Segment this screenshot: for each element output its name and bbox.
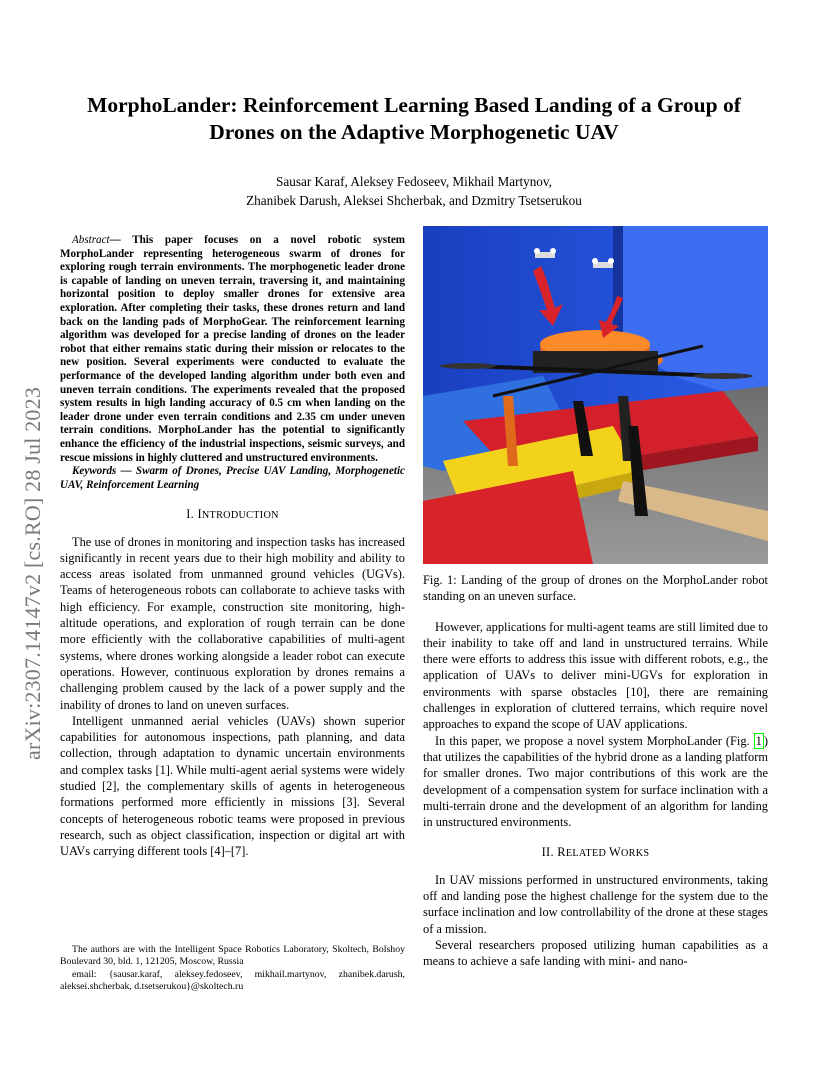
intro-paragraph-1: The use of drones in monitoring and inspection tasks has increased significantly in recent years due to their high mobility and ability to access areas isolated from unmanned ground vehicles (UGVs). Teams of heterogeneous robots can collaborate to achieve tasks with high efficiency. For example, construction site monitoring, high-altitude operations, and exploration of rough terrain can be done more efficiently with the collaborative capabilities of multi-agent systems, where drones working alongside a leader robot can execute operations. However, continuous exploration by drones remains a challenging problem caused by the lack of a power supply and the inability of drones to land on uneven surfaces.	[60, 534, 405, 712]
footnote-email: email: {sausar.karaf, aleksey.fedoseev, mikhail.martynov, zhanibek.darush, aleksei.shcherbak, d.tsetserukou}@skoltech.ru	[60, 968, 405, 993]
drone-scene-illustration	[423, 226, 768, 564]
keywords-label: Keywords	[72, 465, 117, 478]
arxiv-identifier: arXiv:2307.14147v2 [cs.RO] 28 Jul 2023	[20, 386, 45, 760]
intro-paragraph-2: Intelligent unmanned aerial vehicles (UAVs) shown superior capabilities for autonomous inspections, path planning, and data collection, through adaptation to dynamic uncertain environments and complex tasks [1]. While multi-agent aerial systems were widely studied [2], the complementary skills of agents in heterogeneous formations performed more efficiently in missions [3]. Several concepts of heterogeneous robotic teams were proposed in previous research, such as object classification, inspection or digital art with UAVs carrying different tools [4]–[7].	[60, 713, 405, 859]
page-title: MorphoLander: Reinforcement Learning Based Landing of a Group of Drones on the Adaptive Morphogenetic UAV	[87, 93, 741, 144]
abstract-text: — This paper focuses on a novel robotic system MorphoLander representing heterogeneous swarm of drones for exploring rough terrain environments. The morphogenetic leader drone is capable of landing on uneven terrain, traversing it, and maintaining horizontal position to deploy smaller drones for extensive area exploration. After completing their tasks, these drones return and land back on the landing pads of MorphoGear. The reinforcement learning algorithm was developed for a precise landing of drones on the leader robot that either remains static during their mission or relocates to the new position. Several experiments were conducted to evaluate the performance of the developed landing algorithm under both even and uneven terrain conditions. The experiments revealed that the proposed system results in high landing accuracy of 0.5 cm when landing on the leader drone under even terrain conditions and 2.35 cm under uneven terrain conditions. MorphoLander has the potential to significantly enhance the efficiency of the industrial inspections, seismic surveys, and rescue missions in highly cluttered and unstructured environments.	[60, 234, 405, 464]
left-column	[60, 234, 405, 860]
figure-1-photo	[423, 226, 768, 564]
keywords	[60, 465, 405, 492]
keywords-text: — Swarm of Drones, Precise UAV Landing, Morphogenetic UAV, Reinforcement Learning	[60, 465, 405, 491]
section-heading-introduction: I. INTRODUCTION	[186, 507, 279, 522]
figure-reference-link[interactable]: 1	[755, 733, 762, 748]
author-list	[110, 172, 718, 210]
footnote	[60, 944, 405, 994]
figure-1-caption: Fig. 1: Landing of the group of drones on the MorphoLander robot standing on an uneven surface.	[423, 573, 768, 604]
footnote-affiliation: The authors are with the Intelligent Space Robotics Laboratory, Skoltech, Bolshoy Boulevard 30, bld. 1, 121205, Moscow, Russia	[60, 944, 405, 968]
abstract-label: Abstract	[72, 234, 110, 246]
authors-line-1: Sausar Karaf, Aleksey Fedoseev, Mikhail Martynov,	[276, 174, 552, 189]
right-paragraph-1: However, applications for multi-agent teams are still limited due to their inability to take off and land in unstructured terrains. While there were efforts to address this issue with different robots, e.g., the application of UAVs to deliver mini-UGVs for exploration in environments with sparse obstacles [10], there are remaining challenges in exploration of cluttered terrains, which require novel approaches to expand the scope of UAV applications.	[423, 619, 768, 732]
section-heading-related-works: II. RELATED WORKS	[541, 845, 650, 860]
right-column	[423, 226, 768, 970]
right-paragraph-2: In this paper, we propose a novel system MorphoLander (Fig. 1 ) that utilizes the capabilities of the hybrid drone as a landing platform for smaller drones. Two major contributions of this work are the development of a compensation system for surface inclination with a multi-terrain drone and the development of an algorithm for landing in unstructured environments.	[423, 733, 768, 830]
abstract	[60, 234, 405, 465]
authors-line-2: Zhanibek Darush, Aleksei Shcherbak, and Dzmitry Tsetserukou	[246, 193, 582, 208]
right-paragraph-4: Several researchers proposed utilizing human capabilities as a means to achieve a safe landing with mini- and nano-	[423, 937, 768, 969]
right-paragraph-3: In UAV missions performed in unstructured environments, taking off and landing pose the highest challenge for the system due to the surface inclination and low controllability of the drone at these stages of a mission.	[423, 872, 768, 936]
